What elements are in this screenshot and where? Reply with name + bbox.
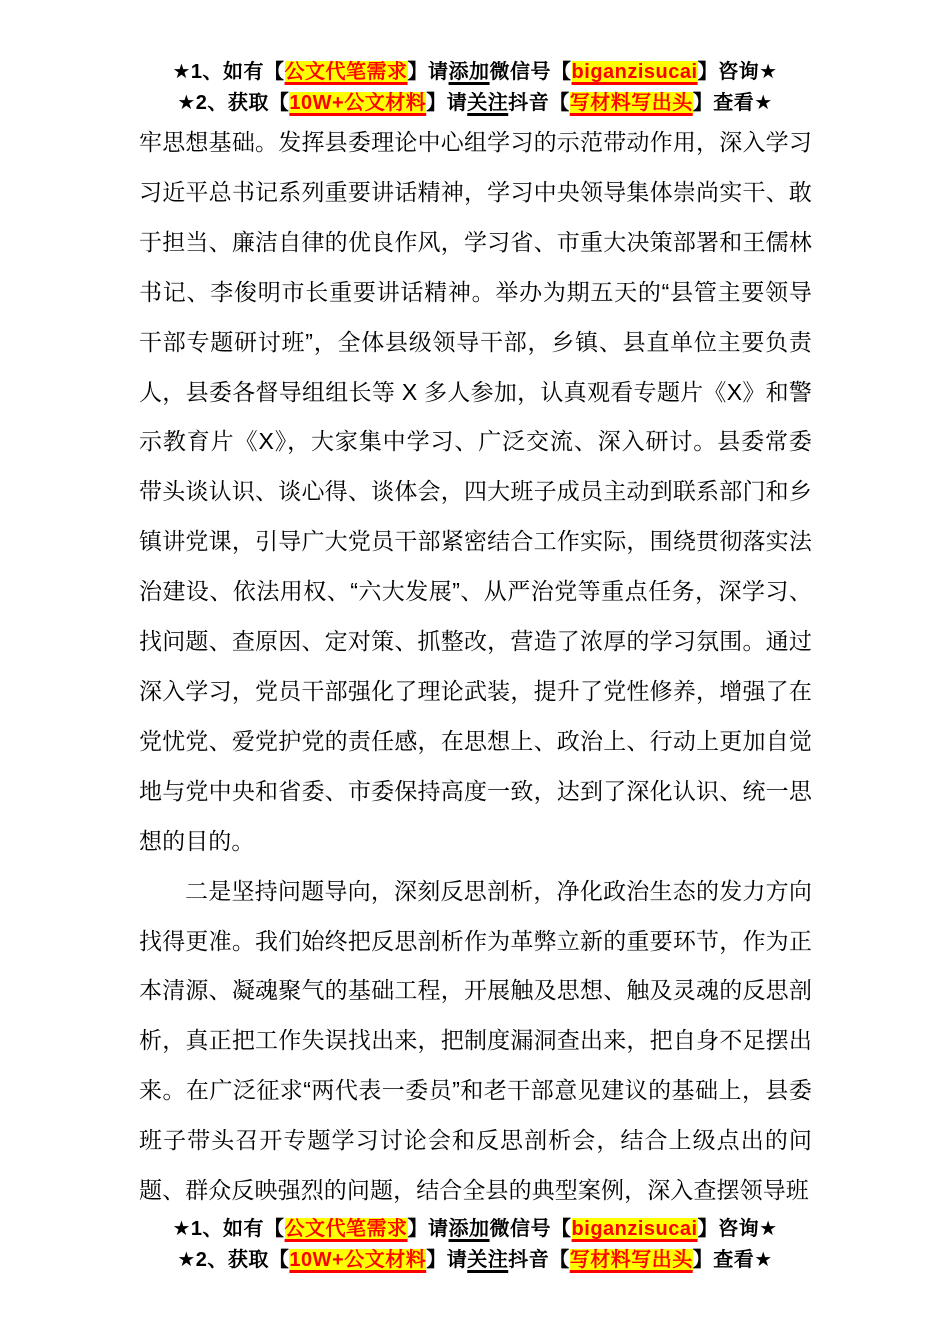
ad-text: 】请 (426, 92, 468, 114)
ad-wechat-id: biganzisucai (571, 61, 698, 83)
ad-text: 】请 (407, 1218, 449, 1240)
ad-highlight-phrase: 公文代笔需求 (284, 61, 408, 83)
ad-highlight-phrase: 公文代笔需求 (284, 1218, 408, 1240)
ad-text: 微信号【 (489, 61, 572, 83)
ad-text: 抖音【 (508, 1249, 570, 1271)
ad-highlight-phrase: 10W+公文材料 (289, 92, 427, 114)
ad-text: 抖音【 (508, 92, 570, 114)
header-ad-line-2 (0, 88, 950, 119)
ad-text: 微信号【 (489, 1218, 572, 1240)
ad-douyin-account: 写材料写出头 (569, 1249, 693, 1271)
ad-underlined-word: 关注 (467, 1249, 509, 1271)
ad-text: 】请 (407, 61, 449, 83)
ad-text: 】请 (426, 1249, 468, 1271)
ad-text: 】查看★ (692, 1249, 773, 1271)
ad-text: ★2、获取【 (177, 1249, 290, 1271)
header-ad-line-1 (0, 57, 950, 88)
header-ad-banner (0, 57, 950, 119)
ad-underlined-word: 添加 (448, 61, 490, 83)
ad-text: 】查看★ (692, 92, 773, 114)
ad-underlined-word: 添加 (448, 1218, 490, 1240)
paragraph-continuation: 牢思想基础。发挥县委理论中心组学习的示范带动作用，深入学习习近平总书记系列重要讲话精神，学习中央领导集体崇尚实干、敢于担当、廉洁自律的优良作风，学习省、市重大决策部署和王儒林书记、李俊明市长重要讲话精神。举办为期五天的“县管主要领导干部专题研讨班”，全体县级领导干部，乡镇、县直单位主要负责人，县委各督导组组长等 X 多人参加，认真观看专题片《X》和警示教育片《X》，大家集中学习、广泛交流、深入研讨。县委常委带头谈认识、谈心得、谈体会，四大班子成员主动到联系部门和乡镇讲党课，引导广大党员干部紧密结合工作实际，围绕贯彻落实法治建设、依法用权、“六大发展”、从严治党等重点任务，深学习、找问题、查原因、定对策、抓整改，营造了浓厚的学习氛围。通过深入学习，党员干部强化了理论武装，提升了党性修养，增强了在党忧党、爱党护党的责任感，在思想上、政治上、行动上更加自觉地与党中央和省委、市委保持高度一致，达到了深化认识、统一思想的目的。 (139, 129, 812, 854)
ad-underlined-word: 关注 (467, 92, 509, 114)
paragraph-second-point: 二是坚持问题导向，深刻反思剖析，净化政治生态的发力方向找得更准。我们始终把反思剖析作为革弊立新的重要环节，作为正本清源、凝魂聚气的基础工程，开展触及思想、触及灵魂的反思剖析，真正把工作失误找出来，把制度漏洞查出来，把自身不足摆出来。在广泛征求“两代表一委员”和老干部意见建议的基础上，县委班子带头召开专题学习讨论会和反思剖析会，结合上级点出的问题、群众反映强烈的问题，结合全县的典型案例，深入查摆领导班 (139, 877, 812, 1204)
ad-text: ★2、获取【 (177, 92, 290, 114)
ad-highlight-phrase: 10W+公文材料 (289, 1249, 427, 1271)
footer-ad-banner (0, 1214, 950, 1276)
ad-text: 】咨询★ (697, 1218, 778, 1240)
ad-douyin-account: 写材料写出头 (569, 92, 693, 114)
ad-text: 】咨询★ (697, 61, 778, 83)
footer-ad-line-1 (0, 1214, 950, 1245)
document-body (139, 118, 812, 1216)
ad-wechat-id: biganzisucai (571, 1218, 698, 1240)
ad-text: ★1、如有【 (172, 61, 285, 83)
footer-ad-line-2 (0, 1245, 950, 1276)
ad-text: ★1、如有【 (172, 1218, 285, 1240)
